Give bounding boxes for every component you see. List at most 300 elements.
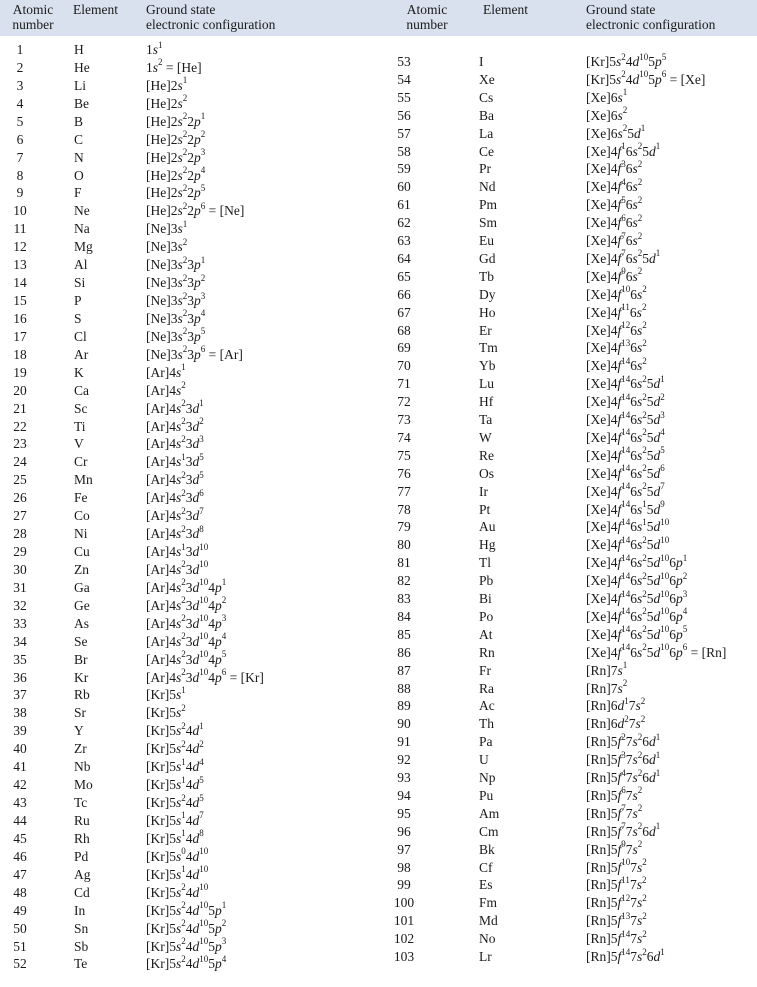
- table-row: [0, 357, 757, 374]
- atomic-number: 71: [397, 376, 411, 392]
- element-symbol: Yb: [479, 358, 496, 374]
- element-symbol: Np: [479, 770, 496, 785]
- element-symbol: Mo: [74, 777, 93, 793]
- atomic-number: 14: [13, 275, 27, 291]
- electron-configuration: $[Rn]5f^47s^26d^1$: [586, 767, 661, 785]
- element-symbol: Si: [74, 275, 86, 291]
- element-symbol: Tm: [479, 340, 498, 356]
- electron-configuration: $[Xe]4f^{14}6s^25d^{10}6p^2$: [586, 570, 688, 589]
- atomic-number: 75: [397, 447, 411, 463]
- electron-configuration: $[Ar]4s^23d^{10}4p^4$: [146, 631, 227, 649]
- element-symbol: Ba: [479, 107, 494, 123]
- element-symbol: Zn: [74, 561, 89, 577]
- table-row: [0, 930, 757, 947]
- atomic-number: 33: [13, 615, 27, 631]
- atomic-number: 49: [13, 902, 27, 918]
- electron-configuration: $[Ar]4s^13d^{10}$: [146, 541, 209, 560]
- atomic-number: 60: [397, 179, 411, 195]
- atomic-number: 103: [393, 949, 415, 964]
- electron-configuration: $[Ar]4s^23d^{10}4p^1$: [146, 577, 227, 595]
- table-row: [0, 465, 757, 482]
- element-symbol: Md: [479, 913, 498, 929]
- element-symbol: Ra: [479, 680, 494, 696]
- atomic-number: 83: [397, 591, 411, 606]
- element-symbol: Ge: [74, 597, 90, 613]
- electron-configuration: $[Xe]4f^{14}6s^25d^{10}6p^6 = [Rn]$: [586, 642, 727, 660]
- table-row: [0, 626, 757, 643]
- element-symbol: Ne: [74, 203, 90, 219]
- atomic-number: 80: [397, 537, 411, 553]
- table-row: [0, 322, 757, 339]
- table-row: [0, 501, 757, 518]
- element-symbol: Sm: [479, 215, 498, 231]
- table-row: [0, 894, 757, 911]
- element-symbol: Te: [74, 956, 88, 972]
- table-row: [0, 411, 757, 428]
- electron-configuration: $[Ar]4s^13d^5$: [146, 451, 204, 470]
- element-symbol: Al: [74, 257, 88, 273]
- electron-configuration: $[Xe]4f^96s^2$: [586, 266, 643, 284]
- electron-configuration: $[Xe]4f^76s^25d^1$: [586, 248, 661, 266]
- atomic-number: 45: [13, 830, 27, 846]
- atomic-number: 61: [397, 197, 411, 213]
- electron-configuration: $[Xe]4f^16s^25d^1$: [586, 141, 661, 159]
- table-row: [0, 644, 757, 661]
- atomic-number: 78: [397, 501, 411, 517]
- atomic-number: 19: [13, 364, 27, 380]
- electron-configuration: $[Xe]4f^66s^2$: [586, 212, 643, 231]
- electron-configuration: $[Xe]4f^{14}6s^25d^5$: [586, 445, 665, 463]
- element-symbol: P: [74, 293, 82, 309]
- table-row: [0, 876, 757, 893]
- element-symbol: Nb: [74, 759, 91, 775]
- electron-configuration: $[He]2s^22p^4$: [146, 165, 206, 183]
- table-row: [0, 769, 757, 786]
- electron-configuration: $[Kr]5s^24d^5$: [146, 792, 204, 811]
- electron-configuration: $[Rn]5f^77s^26d^1$: [586, 821, 661, 839]
- element-symbol: Bi: [479, 591, 492, 606]
- element-symbol: Ru: [74, 812, 90, 828]
- element-symbol: Na: [74, 221, 90, 237]
- atomic-number: 55: [397, 89, 411, 105]
- electron-configuration: $[Kr]5s^14d^{10}$: [146, 864, 209, 882]
- electron-configuration: $[Xe]6s^25d^1$: [586, 123, 646, 141]
- electron-configuration: $[Rn]5f^{13}7s^2$: [586, 910, 647, 929]
- atomic-number: 13: [13, 257, 27, 273]
- element-symbol: Ti: [74, 418, 86, 434]
- atomic-number: 3: [16, 77, 24, 93]
- atomic-number: 81: [397, 555, 411, 571]
- electron-configuration: $[Rn]5f^27s^26d^1$: [586, 731, 661, 750]
- table-row: [0, 375, 757, 392]
- element-symbol: Kr: [74, 669, 89, 685]
- table-row: [0, 447, 757, 464]
- atomic-number: 82: [397, 573, 411, 589]
- element-symbol: Ta: [479, 412, 493, 427]
- element-symbol: Bk: [479, 841, 495, 857]
- element-symbol: Ga: [74, 579, 90, 595]
- electron-configuration: $[Kr]5s^24d^{10}5p^3$: [146, 936, 227, 954]
- table-row: [0, 662, 757, 679]
- element-symbol: S: [74, 310, 82, 326]
- atomic-number: 5: [16, 113, 24, 129]
- atomic-number: 102: [393, 931, 415, 947]
- table-row: [0, 143, 757, 160]
- electron-configuration: $[Xe]4f^{10}6s^2$: [586, 284, 647, 302]
- electron-configuration: $[Ne]3s^23p^6 = [Ar]$: [146, 344, 243, 362]
- atomic-number: 40: [13, 741, 27, 757]
- element-symbol: No: [479, 931, 496, 947]
- electron-configuration: $[Ne]3s^23p^2$: [146, 272, 206, 291]
- element-symbol: Sb: [74, 938, 89, 954]
- atomic-number: 22: [13, 418, 27, 434]
- element-symbol: As: [74, 615, 90, 631]
- table-row: [0, 572, 757, 589]
- table-row: [0, 268, 757, 285]
- electron-configuration: $[Rn]5f^37s^26d^1$: [586, 749, 661, 768]
- atomic-number: 89: [397, 698, 411, 714]
- electron-configuration: $[Xe]4f^{14}6s^25d^7$: [586, 481, 665, 499]
- electron-configuration: $[Kr]5s^24d^{10}5p^1$: [146, 900, 227, 918]
- atomic-number: 15: [13, 293, 27, 309]
- element-symbol: Li: [74, 77, 86, 93]
- electron-configuration: $[Rn]5f^{14}7s^26d^1$: [586, 946, 665, 964]
- table-row: [0, 339, 757, 356]
- element-symbol: N: [74, 149, 84, 165]
- element-symbol: At: [479, 626, 493, 642]
- element-symbol: Nd: [479, 179, 496, 195]
- electron-configuration: $[Ar]4s^23d^3$: [146, 433, 204, 452]
- atomic-number: 58: [397, 143, 411, 159]
- element-symbol: Tl: [479, 555, 491, 571]
- atomic-number: 42: [13, 777, 27, 793]
- electron-configuration: $[Kr]5s^24d^{10}$: [146, 882, 209, 900]
- atomic-number: 34: [13, 633, 27, 649]
- element-symbol: Cf: [479, 859, 493, 875]
- electron-configuration: $[Ar]4s^23d^{10}4p^5$: [146, 649, 227, 667]
- atomic-number: 9: [16, 185, 24, 201]
- element-symbol: Zr: [74, 741, 87, 757]
- element-symbol: Br: [74, 651, 88, 667]
- atomic-number: 57: [397, 125, 411, 141]
- electron-configuration: $[Ne]3s^1$: [146, 218, 188, 237]
- element-symbol: Ir: [479, 483, 488, 499]
- element-symbol: Hg: [479, 537, 496, 553]
- atomic-number: 21: [13, 400, 27, 416]
- header-configuration-right: Ground state electronic configuration: [586, 2, 716, 32]
- atomic-number: 8: [16, 167, 24, 183]
- electron-configuration: $[Xe]4f^56s^2$: [586, 194, 643, 213]
- element-symbol: H: [74, 42, 84, 57]
- atomic-number: 84: [397, 608, 411, 624]
- atomic-number: 32: [13, 597, 27, 613]
- electron-configuration: $[Kr]5s^24d^{10}5p^4$: [146, 953, 227, 972]
- electron-configuration: $[Rn]5f^{11}7s^2$: [586, 874, 647, 893]
- element-symbol: F: [74, 185, 82, 201]
- atomic-number: 77: [397, 483, 411, 499]
- table-header: [0, 0, 757, 36]
- table-row: [0, 483, 757, 500]
- element-symbol: Fr: [479, 662, 492, 678]
- element-symbol: Be: [74, 95, 89, 111]
- atomic-number: 26: [13, 490, 27, 506]
- table-row: [0, 751, 757, 768]
- element-symbol: Th: [479, 716, 494, 732]
- electron-configuration: $[Ar]4s^23d^{10}$: [146, 559, 209, 577]
- element-symbol: Ni: [74, 526, 88, 542]
- header-atomic-number-right: Atomic number: [406, 2, 448, 32]
- table-row: [0, 715, 757, 732]
- element-symbol: Fm: [479, 895, 498, 911]
- atomic-number: 4: [16, 95, 24, 111]
- table-row: [0, 733, 757, 750]
- element-symbol: Rh: [74, 830, 90, 846]
- element-symbol: Pr: [479, 161, 492, 177]
- element-symbol: W: [479, 429, 492, 445]
- element-symbol: Es: [479, 877, 493, 893]
- atomic-number: 38: [13, 705, 27, 721]
- atomic-number: 59: [397, 161, 411, 177]
- element-symbol: Er: [479, 322, 492, 338]
- table-row: [0, 680, 757, 697]
- element-symbol: Pa: [479, 734, 493, 750]
- atomic-number: 6: [16, 131, 24, 147]
- electron-configuration: $[Kr]5s^14d^4$: [146, 756, 204, 775]
- atomic-number: 48: [13, 884, 27, 900]
- electron-configuration: $[Rn]5f^{14}7s^2$: [586, 928, 647, 947]
- atomic-number: 36: [13, 669, 27, 685]
- element-symbol: Sc: [74, 400, 88, 416]
- element-symbol: Ce: [479, 143, 494, 159]
- electron-configuration: $[Ar]4s^2$: [146, 380, 186, 398]
- atomic-number: 62: [397, 215, 411, 231]
- element-symbol: Ag: [74, 866, 91, 882]
- atomic-number: 27: [13, 508, 27, 524]
- electron-configuration: $[Xe]6s^1$: [586, 87, 628, 105]
- electron-configuration: $[Xe]4f^{12}6s^2$: [586, 320, 647, 338]
- element-symbol: Os: [479, 465, 495, 481]
- table-row: [0, 89, 757, 106]
- atomic-number: 23: [13, 436, 27, 452]
- element-symbol: La: [479, 125, 494, 141]
- electron-configuration: $[Xe]4f^{13}6s^2$: [586, 337, 647, 356]
- element-symbol: Cu: [74, 544, 90, 560]
- electron-configuration: $[Kr]5s^2$: [146, 702, 186, 721]
- element-symbol: Pu: [479, 787, 494, 803]
- element-symbol: Ar: [74, 346, 89, 362]
- atomic-number: 12: [13, 239, 27, 255]
- electron-configuration: $[Rn]5f^{12}7s^2$: [586, 892, 647, 911]
- electron-configuration: $[Rn]5f^97s^2$: [586, 839, 643, 857]
- atomic-number: 56: [397, 107, 411, 123]
- element-symbol: Cl: [74, 328, 87, 344]
- table-row: [0, 304, 757, 321]
- electron-configuration: $[Xe]4f^{14}6s^25d^4$: [586, 427, 665, 445]
- atomic-number: 20: [13, 382, 27, 398]
- element-symbol: Mg: [74, 239, 93, 255]
- electron-configuration: $[Ne]3s^23p^4$: [146, 308, 206, 326]
- atomic-number: 67: [397, 304, 411, 320]
- electron-configuration: $1s^1$: [146, 39, 163, 57]
- table-row: [0, 697, 757, 714]
- element-symbol: Lu: [479, 376, 494, 392]
- electron-configuration: $[Xe]4f^{14}6s^25d^1$: [586, 373, 665, 392]
- table-row: [0, 912, 757, 929]
- atomic-number: 72: [397, 394, 411, 410]
- atomic-number: 44: [13, 812, 27, 828]
- table-row: [0, 590, 757, 607]
- atomic-number: 18: [13, 346, 27, 362]
- element-symbol: B: [74, 113, 84, 129]
- element-symbol: Co: [74, 508, 90, 524]
- element-symbol: Au: [479, 519, 496, 535]
- electron-configuration: $[Kr]5s^24d^2$: [146, 738, 204, 757]
- table-row: [0, 250, 757, 267]
- element-symbol: Ac: [479, 698, 495, 714]
- element-symbol: I: [479, 54, 484, 69]
- table-row: [0, 53, 757, 70]
- element-symbol: Se: [74, 633, 88, 649]
- atomic-number: 29: [13, 544, 27, 560]
- atomic-number: 16: [13, 310, 27, 326]
- table-row: [0, 823, 757, 840]
- atomic-number: 65: [397, 268, 411, 284]
- electron-configuration: $[Ar]4s^23d^{10}4p^3$: [146, 613, 227, 631]
- electron-configuration: $[Kr]5s^24d^{10}5p^2$: [146, 918, 227, 936]
- header-element-right: Element: [483, 2, 528, 17]
- electron-configuration: $[Rn]6d^17s^2$: [586, 695, 646, 714]
- atomic-number: 47: [13, 866, 27, 882]
- element-symbol: Re: [479, 447, 494, 463]
- atomic-number: 53: [397, 54, 411, 69]
- atomic-number: 24: [13, 454, 27, 470]
- table-row: [0, 518, 757, 535]
- element-symbol: Mn: [74, 472, 93, 488]
- electron-configuration: $[Xe]4f^{14}6s^25d^6$: [586, 463, 665, 481]
- electron-configuration: $[Kr]5s^14d^5$: [146, 774, 204, 793]
- atomic-number: 54: [397, 71, 411, 87]
- atomic-number: 76: [397, 465, 411, 481]
- atomic-number: 17: [13, 328, 27, 344]
- electron-configuration: $[Ne]3s^23p^5$: [146, 326, 206, 344]
- electron-configuration: $[He]2s^22p^1$: [146, 111, 206, 129]
- electron-configuration: $[Kr]5s^04d^{10}$: [146, 846, 209, 864]
- electron-configuration: $[Rn]5f^77s^2$: [586, 803, 643, 821]
- table-row: [0, 787, 757, 804]
- atomic-number: 52: [13, 956, 27, 972]
- electron-configuration: $[Ar]4s^1$: [146, 362, 186, 380]
- atomic-number: 66: [397, 286, 411, 302]
- atomic-number: 79: [397, 519, 411, 535]
- electron-configuration: $[Ar]4s^23d^2$: [146, 416, 204, 434]
- element-symbol: Sr: [74, 705, 87, 721]
- electron-configuration: $[He]2s^22p^6 = [Ne]$: [146, 200, 245, 219]
- atomic-number: 1: [16, 42, 24, 57]
- electron-configuration: $[Ar]4s^23d^5$: [146, 469, 204, 488]
- atomic-number: 41: [13, 759, 27, 775]
- element-symbol: Xe: [479, 71, 495, 87]
- table-row: [0, 107, 757, 124]
- element-symbol: Hf: [479, 394, 494, 410]
- atomic-number: 2: [16, 59, 24, 75]
- atomic-number: 73: [397, 412, 411, 427]
- element-symbol: Dy: [479, 286, 496, 302]
- atomic-number: 11: [13, 221, 27, 237]
- electron-configuration: $[Kr]5s^24d^{10}5p^6 = [Xe]$: [586, 69, 706, 87]
- atomic-number: 46: [13, 848, 27, 864]
- electron-configuration: $[Xe]4f^76s^2$: [586, 230, 643, 248]
- atomic-number: 39: [13, 723, 27, 739]
- electron-configuration: $[He]2s^1$: [146, 75, 188, 93]
- element-symbol: C: [74, 131, 84, 147]
- electron-configuration: $[Xe]4f^{14}6s^25d^{10}6p^5$: [586, 624, 688, 642]
- element-symbol: Tc: [74, 795, 88, 811]
- atomic-number: 95: [397, 805, 411, 821]
- table-row: [0, 393, 757, 410]
- element-symbol: Pt: [479, 501, 491, 517]
- element-symbol: Fe: [74, 490, 88, 506]
- electron-configuration: $[Ar]4s^23d^6$: [146, 487, 204, 506]
- electron-configuration: $[Ne]3s^2$: [146, 236, 188, 255]
- table-row: [0, 608, 757, 625]
- header-atomic-number-left: Atomic number: [12, 2, 54, 32]
- electron-configuration: $[Ar]4s^23d^{10}4p^2$: [146, 595, 227, 613]
- atomic-number: 43: [13, 795, 27, 811]
- electron-configuration: $[Kr]5s^14d^7$: [146, 810, 204, 828]
- element-symbol: Cm: [479, 823, 499, 839]
- atomic-number: 85: [397, 626, 411, 642]
- table-row: [0, 286, 757, 303]
- table-row: [0, 841, 757, 858]
- electron-configuration: $[Xe]4f^{14}6s^25d^3$: [586, 409, 665, 427]
- atomic-number: 31: [13, 579, 27, 595]
- element-symbol: Y: [74, 723, 84, 739]
- electron-configuration: $[Ne]3s^23p^3$: [146, 290, 206, 309]
- atomic-number: 100: [393, 895, 415, 911]
- atomic-number: 101: [393, 913, 415, 929]
- electron-configuration: $[Ar]4s^23d^7$: [146, 505, 204, 524]
- element-symbol: Ho: [479, 304, 496, 320]
- atomic-number: 25: [13, 472, 27, 488]
- table-row: [0, 429, 757, 446]
- element-symbol: Pm: [479, 197, 498, 213]
- header-configuration-left: Ground state electronic configuration: [146, 2, 276, 32]
- atomic-number: 92: [397, 752, 411, 768]
- electron-configuration: $[Xe]4f^{14}6s^15d^9$: [586, 499, 665, 517]
- table-row: [0, 805, 757, 822]
- element-symbol: Gd: [479, 250, 496, 266]
- electron-configuration: $[Xe]4f^{14}6s^2$: [586, 355, 647, 374]
- atomic-number: 87: [397, 662, 411, 678]
- table-row: [0, 160, 757, 177]
- atomic-number: 93: [397, 770, 411, 785]
- atomic-number: 35: [13, 651, 27, 667]
- element-symbol: O: [74, 167, 84, 183]
- atomic-number: 63: [397, 233, 411, 248]
- table-row: [0, 214, 757, 231]
- electron-configuration: $[Xe]4f^{14}6s^25d^2$: [586, 391, 665, 410]
- electron-configuration: $[He]2s^22p^2$: [146, 129, 206, 147]
- atomic-number: 88: [397, 680, 411, 696]
- table-row: [0, 196, 757, 213]
- table-row: [0, 232, 757, 249]
- electron-configuration: $[Xe]6s^2$: [586, 105, 628, 123]
- atomic-number: 69: [397, 340, 411, 356]
- electron-configuration: $[He]2s^22p^5$: [146, 182, 206, 201]
- atomic-number: 7: [16, 149, 24, 165]
- atomic-number: 64: [397, 250, 411, 266]
- atomic-number: 96: [397, 823, 411, 839]
